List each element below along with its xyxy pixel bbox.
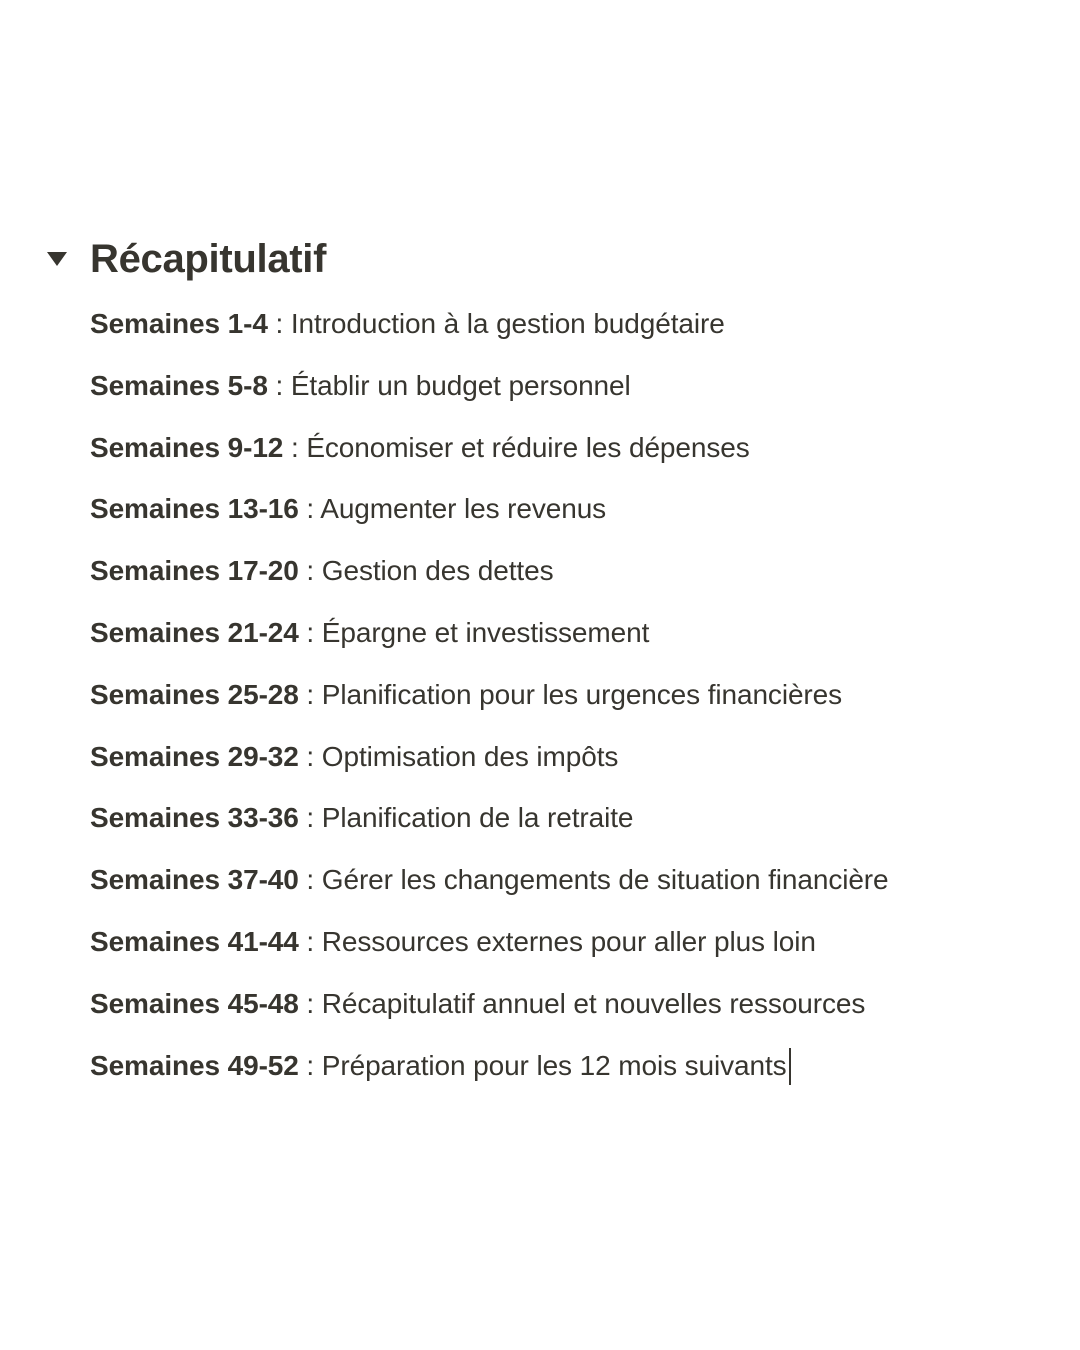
item-separator: :: [298, 555, 322, 587]
page-title[interactable]: Récapitulatif: [90, 237, 327, 281]
list-item[interactable]: [90, 787, 1080, 849]
item-weeks-label: Semaines 45-48: [90, 987, 299, 1019]
list-item[interactable]: [90, 973, 1080, 1035]
list-item[interactable]: [90, 478, 1080, 540]
list-item[interactable]: [90, 849, 1080, 911]
list-item[interactable]: [90, 664, 1080, 726]
item-description: Ressources externes pour aller plus loin: [321, 925, 816, 957]
item-description: Préparation pour les 12 mois suivants: [321, 1049, 787, 1081]
item-weeks-label: Semaines 9-12: [90, 431, 284, 463]
item-description: Planification de la retraite: [321, 802, 634, 834]
item-weeks-label: Semaines 37-40: [90, 864, 299, 896]
list-item[interactable]: [90, 1035, 1080, 1097]
text-cursor: [789, 1048, 792, 1085]
item-separator: :: [298, 678, 322, 710]
item-description: Augmenter les revenus: [320, 493, 607, 525]
item-weeks-label: Semaines 13-16: [90, 493, 299, 525]
item-weeks-label: Semaines 41-44: [90, 925, 299, 957]
item-description: Gérer les changements de situation financière: [321, 864, 889, 896]
item-description: Économiser et réduire les dépenses: [306, 431, 750, 463]
item-separator: :: [298, 616, 322, 648]
item-weeks-label: Semaines 25-28: [90, 678, 299, 710]
item-separator: :: [298, 802, 322, 834]
triangle-down-icon: [47, 252, 67, 266]
item-weeks-label: Semaines 5-8: [90, 369, 268, 401]
item-weeks-label: Semaines 49-52: [90, 1049, 299, 1081]
toggle-heading-row: [0, 234, 1080, 284]
list-item[interactable]: [90, 911, 1080, 973]
item-weeks-label: Semaines 21-24: [90, 616, 299, 648]
item-description: Optimisation des impôts: [321, 740, 619, 772]
item-separator: :: [267, 369, 291, 401]
item-weeks-label: Semaines 1-4: [90, 308, 268, 339]
weeks-list: [0, 293, 1080, 1096]
item-description: Introduction à la gestion budgétaire: [290, 308, 725, 339]
toggle-triangle-icon[interactable]: [46, 248, 68, 270]
item-description: Établir un budget personnel: [290, 369, 631, 401]
list-item[interactable]: [90, 417, 1080, 479]
item-description: Gestion des dettes: [321, 555, 554, 587]
list-item[interactable]: [90, 355, 1080, 417]
item-weeks-label: Semaines 17-20: [90, 555, 299, 587]
list-item[interactable]: [90, 602, 1080, 664]
item-description: Épargne et investissement: [321, 616, 650, 648]
item-weeks-label: Semaines 29-32: [90, 740, 299, 772]
item-separator: :: [298, 740, 322, 772]
item-weeks-label: Semaines 33-36: [90, 802, 299, 834]
item-separator: :: [283, 431, 307, 463]
item-separator: :: [298, 987, 322, 1019]
item-separator: :: [298, 864, 322, 896]
item-description: Planification pour les urgences financières: [321, 678, 843, 710]
list-item[interactable]: [90, 726, 1080, 788]
item-description: Récapitulatif annuel et nouvelles ressources: [321, 987, 866, 1019]
list-item[interactable]: [90, 540, 1080, 602]
item-separator: :: [298, 493, 321, 525]
item-separator: :: [298, 1049, 322, 1081]
item-separator: :: [298, 925, 322, 957]
item-separator: :: [267, 308, 291, 339]
list-item[interactable]: [90, 293, 1080, 355]
